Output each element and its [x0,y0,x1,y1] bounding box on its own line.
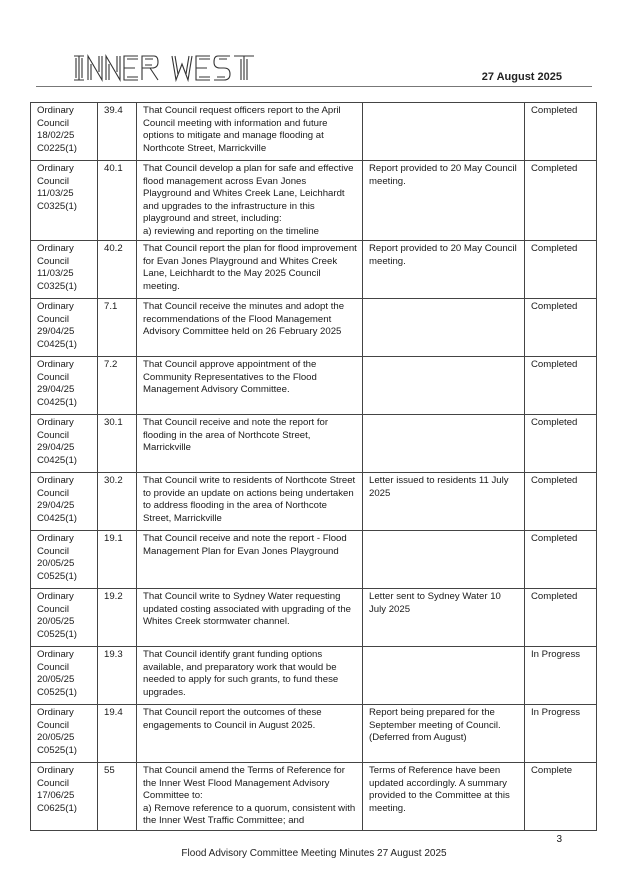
header-date: 27 August 2025 [481,71,562,83]
table-row [31,241,597,299]
resolution-cell: That Council amend the Terms of Reference for the Inner West Flood Management Advisory Committee to: a) Remove reference to a quorum, consistent with the Inner West Traffic Committee; and [137,763,363,831]
table-row [31,473,597,531]
table-row [31,705,597,763]
table-row [31,763,597,831]
item-number-cell: 39.4 [98,103,137,161]
status-cell: Completed [525,103,597,161]
status-cell: Completed [525,299,597,357]
meeting-cell: Ordinary Council 29/04/25 C0425(1) [31,415,98,473]
status-cell: In Progress [525,647,597,705]
table-row [31,589,597,647]
header-divider [36,86,592,87]
resolution-cell: That Council receive and note the report for flooding in the area of Northcote Street, Marrickville [137,415,363,473]
item-number-cell: 7.1 [98,299,137,357]
resolution-cell: That Council develop a plan for safe and effective flood management across Evan Jones Playground and Whites Creek Lane, Leichhardt and upgrades to the infrastructure in this playground and street, including: a) reviewing and reporting on the timeline [137,161,363,241]
action-cell: Report provided to 20 May Council meeting. [363,241,525,299]
resolutions-table [30,102,597,831]
action-cell [363,299,525,357]
meeting-cell: Ordinary Council 20/05/25 C0525(1) [31,531,98,589]
action-cell [363,647,525,705]
meeting-cell: Ordinary Council 29/04/25 C0425(1) [31,473,98,531]
action-cell: Terms of Reference have been updated accordingly. A summary provided to the Committee at this meeting. [363,763,525,831]
table-row [31,299,597,357]
item-number-cell: 7.2 [98,357,137,415]
resolution-cell: That Council request officers report to the April Council meeting with information and future options to mitigate and manage flooding at Northcote Street, Marrickville [137,103,363,161]
resolutions-table-body [31,103,597,831]
status-cell: Completed [525,241,597,299]
status-cell: In Progress [525,705,597,763]
meeting-cell: Ordinary Council 29/04/25 C0425(1) [31,299,98,357]
item-number-cell: 40.2 [98,241,137,299]
page-number: 3 [556,834,562,845]
item-number-cell: 55 [98,763,137,831]
table-row [31,415,597,473]
status-cell: Completed [525,531,597,589]
table-row [31,357,597,415]
meeting-cell: Ordinary Council 11/03/25 C0325(1) [31,241,98,299]
action-cell: Report being prepared for the September meeting of Council. (Deferred from August) [363,705,525,763]
status-cell: Completed [525,357,597,415]
meeting-cell: Ordinary Council 20/05/25 C0525(1) [31,647,98,705]
action-cell [363,531,525,589]
action-cell [363,415,525,473]
meeting-cell: Ordinary Council 18/02/25 C0225(1) [31,103,98,161]
status-cell: Completed [525,589,597,647]
item-number-cell: 19.4 [98,705,137,763]
status-cell: Completed [525,473,597,531]
meeting-cell: Ordinary Council 11/03/25 C0325(1) [31,161,98,241]
resolution-cell: That Council receive and note the report - Flood Management Plan for Evan Jones Playground [137,531,363,589]
action-cell: Letter issued to residents 11 July 2025 [363,473,525,531]
meeting-cell: Ordinary Council 20/05/25 C0525(1) [31,705,98,763]
table-row [31,103,597,161]
meeting-cell: Ordinary Council 29/04/25 C0425(1) [31,357,98,415]
action-cell [363,103,525,161]
item-number-cell: 30.1 [98,415,137,473]
status-cell: Completed [525,415,597,473]
meeting-cell: Ordinary Council 20/05/25 C0525(1) [31,589,98,647]
item-number-cell: 19.1 [98,531,137,589]
item-number-cell: 19.2 [98,589,137,647]
resolution-cell: That Council identify grant funding options available, and preparatory work that would be needed to apply for such grants, to fund these upgrades. [137,647,363,705]
status-cell: Complete [525,763,597,831]
footer-title: Flood Advisory Committee Meeting Minutes 27 August 2025 [181,848,447,859]
item-number-cell: 19.3 [98,647,137,705]
resolution-cell: That Council write to Sydney Water requesting updated costing associated with upgrading of the Whites Creek stormwater channel. [137,589,363,647]
inner-west-logo [72,50,282,86]
resolution-cell: That Council write to residents of Northcote Street to provide an update on actions being undertaken to address flooding in the area of Northcote Street, Marrickville [137,473,363,531]
table-row [31,161,597,241]
status-cell: Completed [525,161,597,241]
meeting-cell: Ordinary Council 17/06/25 C0625(1) [31,763,98,831]
action-cell [363,357,525,415]
resolution-cell: That Council report the plan for flood improvement for Evan Jones Playground and Whites Creek Lane, Leichhardt to the May 2025 Council meeting. [137,241,363,299]
item-number-cell: 40.1 [98,161,137,241]
resolution-cell: That Council receive the minutes and adopt the recommendations of the Flood Management Advisory Committee held on 26 February 2025 [137,299,363,357]
table-row [31,531,597,589]
action-cell: Report provided to 20 May Council meeting. [363,161,525,241]
table-row [31,647,597,705]
resolution-cell: That Council report the outcomes of these engagements to Council in August 2025. [137,705,363,763]
action-cell: Letter sent to Sydney Water 10 July 2025 [363,589,525,647]
resolution-cell: That Council approve appointment of the Community Representatives to the Flood Management Advisory Committee. [137,357,363,415]
item-number-cell: 30.2 [98,473,137,531]
